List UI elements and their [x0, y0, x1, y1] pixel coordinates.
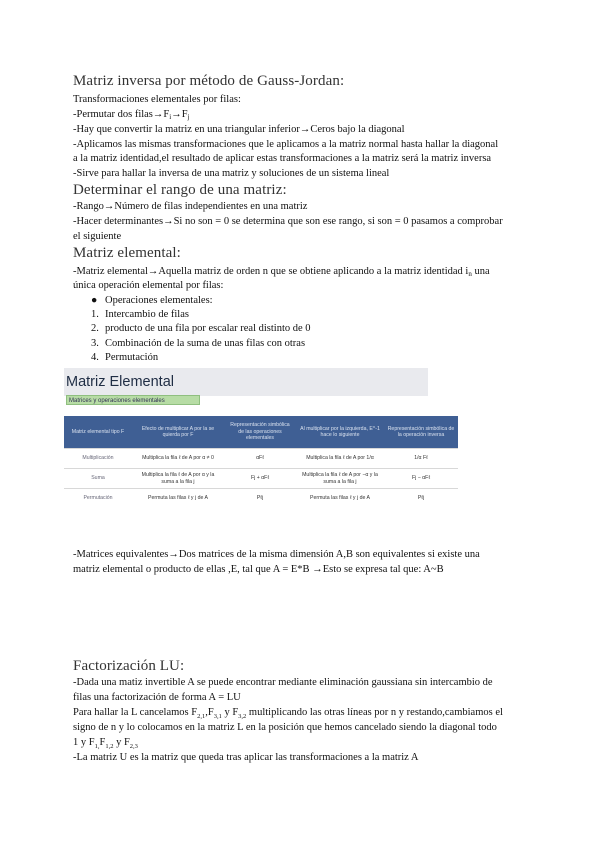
table-header-row	[64, 416, 458, 449]
text-lu-5: 1 y $F_{1,}F_{1,2}$ y $F_{2,3}$	[73, 737, 138, 750]
table-row	[64, 469, 458, 489]
figure-table	[64, 416, 458, 508]
table-cell: Multiplica la fila ℓ de A por α ≠ 0	[132, 449, 224, 469]
text-equivalentes-1: -Matrices equivalentes→Dos matrices de la misma dimensión A,B son equivalentes si existe una	[73, 549, 480, 560]
table-header: Representación simbólica de las operaciones elementales	[224, 416, 296, 449]
text-transformaciones: Transformaciones elementales por filas:	[73, 94, 241, 105]
list-item: 2. producto de una fila por escalar real distinto de 0	[91, 323, 311, 334]
text-lu-4: signo de n y lo colocamos en la matriz L en la posición que hemos cancelado siendo la diagonal todo	[73, 722, 497, 733]
table-cell: Multiplica la fila ℓ de A por α y la suma a la fila j	[132, 469, 224, 489]
text-lu-6: -La matriz U es la matriz que queda tras aplicar las transformaciones a la matriz A	[73, 752, 419, 763]
table-cell: Fj − αFℓ	[384, 469, 458, 489]
table-cell: Suma	[64, 469, 132, 489]
text-equivalentes-2: matriz elemental o producto de ellas ,E, tal que A = E*B →Esto se expresa tal que: A~B	[73, 564, 444, 575]
text-lu-3: Para hallar la L cancelamos $F_{2,1},F_{3,1}$ y $F_{3,2}$ multiplicando las otras líneas por n y restando,cambiamos el	[73, 707, 503, 720]
figure-subtitle: Matrices y operaciones elementales	[66, 395, 200, 405]
table-cell: Fj + αFℓ	[224, 469, 296, 489]
list-item: 4. Permutación	[91, 352, 159, 363]
table-cell: Pℓj	[224, 489, 296, 509]
list-item: 3. Combinación de la suma de unas filas con otras	[91, 338, 306, 349]
table-row	[64, 449, 458, 469]
heading-factorizacion-lu: Factorización LU:	[73, 658, 185, 674]
table-header: Representación simbólica de la operación inversa	[384, 416, 458, 449]
bullet-operaciones: ● Operaciones elementales:	[91, 295, 213, 306]
figure-matriz-elemental	[64, 368, 455, 516]
figure-title: Matriz Elemental	[66, 374, 174, 390]
text-aplicamos-1: -Aplicamos las mismas transformaciones que le aplicamos a la matriz normal hasta hallar la diagonal	[73, 139, 499, 150]
text-permutar: -Permutar dos $filas\to F_i\to F_j$	[73, 109, 190, 121]
text-siguiente: el siguiente	[73, 231, 122, 242]
text-determinantes: -Hacer determinantes→Si no son = 0 se determina que son ese rango, si son = 0 pasamos a comprobar	[73, 216, 503, 227]
heading-gauss-jordan: Matriz inversa por método de Gauss-Jordan:	[73, 73, 345, 89]
text-unica-operacion: única operación elemental por filas:	[73, 280, 224, 291]
table-cell: Multiplicación	[64, 449, 132, 469]
table-cell: Permutación	[64, 489, 132, 509]
heading-rango: Determinar el rango de una matriz:	[73, 182, 287, 198]
table-header: Matriz elemental tipo F	[64, 416, 132, 449]
heading-matriz-elemental: Matriz elemental:	[73, 245, 181, 261]
table-header: Efecto de multiplicar A por la se quierda por F	[132, 416, 224, 449]
table-cell: Multiplica la fila ℓ de A por −α y la suma a la fila j	[296, 469, 384, 489]
text-rango: -Rango→Número de filas independientes en una matriz	[73, 201, 308, 212]
list-item: 1. Intercambio de filas	[91, 309, 189, 320]
table-cell: Multiplica la fila ℓ de A por 1/α	[296, 449, 384, 469]
table-cell: αFℓ	[224, 449, 296, 469]
table-cell: Permuta las filas ℓ y j de A	[296, 489, 384, 509]
table-row	[64, 489, 458, 509]
text-triangular: -Hay que convertir la matriz en una triangular inferior→Ceros bajo la diagonal	[73, 124, 405, 135]
text-lu-1: -Dada una matiz invertible A se puede encontrar mediante eliminación gaussiana sin intercambio de	[73, 677, 493, 688]
text-matriz-elemental-def: -Matriz elemental→Aquella matriz de orden n que se obtiene aplicando a la matriz identidad $i_n$ una	[73, 266, 490, 278]
table-header: Al multiplicar por la izquierda, E^-1 hace lo siguiente	[296, 416, 384, 449]
text-sirve: -Sirve para hallar la inversa de una matriz y soluciones de un sistema lineal	[73, 168, 390, 179]
table-cell: Pℓj	[384, 489, 458, 509]
table-cell: Permuta las filas ℓ y j de A	[132, 489, 224, 509]
text-aplicamos-2: a la matriz identidad,el resultado de aplicar estas transformaciones a la matriz será la matriz inversa	[73, 153, 492, 164]
text-lu-2: filas una factorización de forma A = LU	[73, 692, 241, 703]
table-cell: 1/α Fℓ	[384, 449, 458, 469]
